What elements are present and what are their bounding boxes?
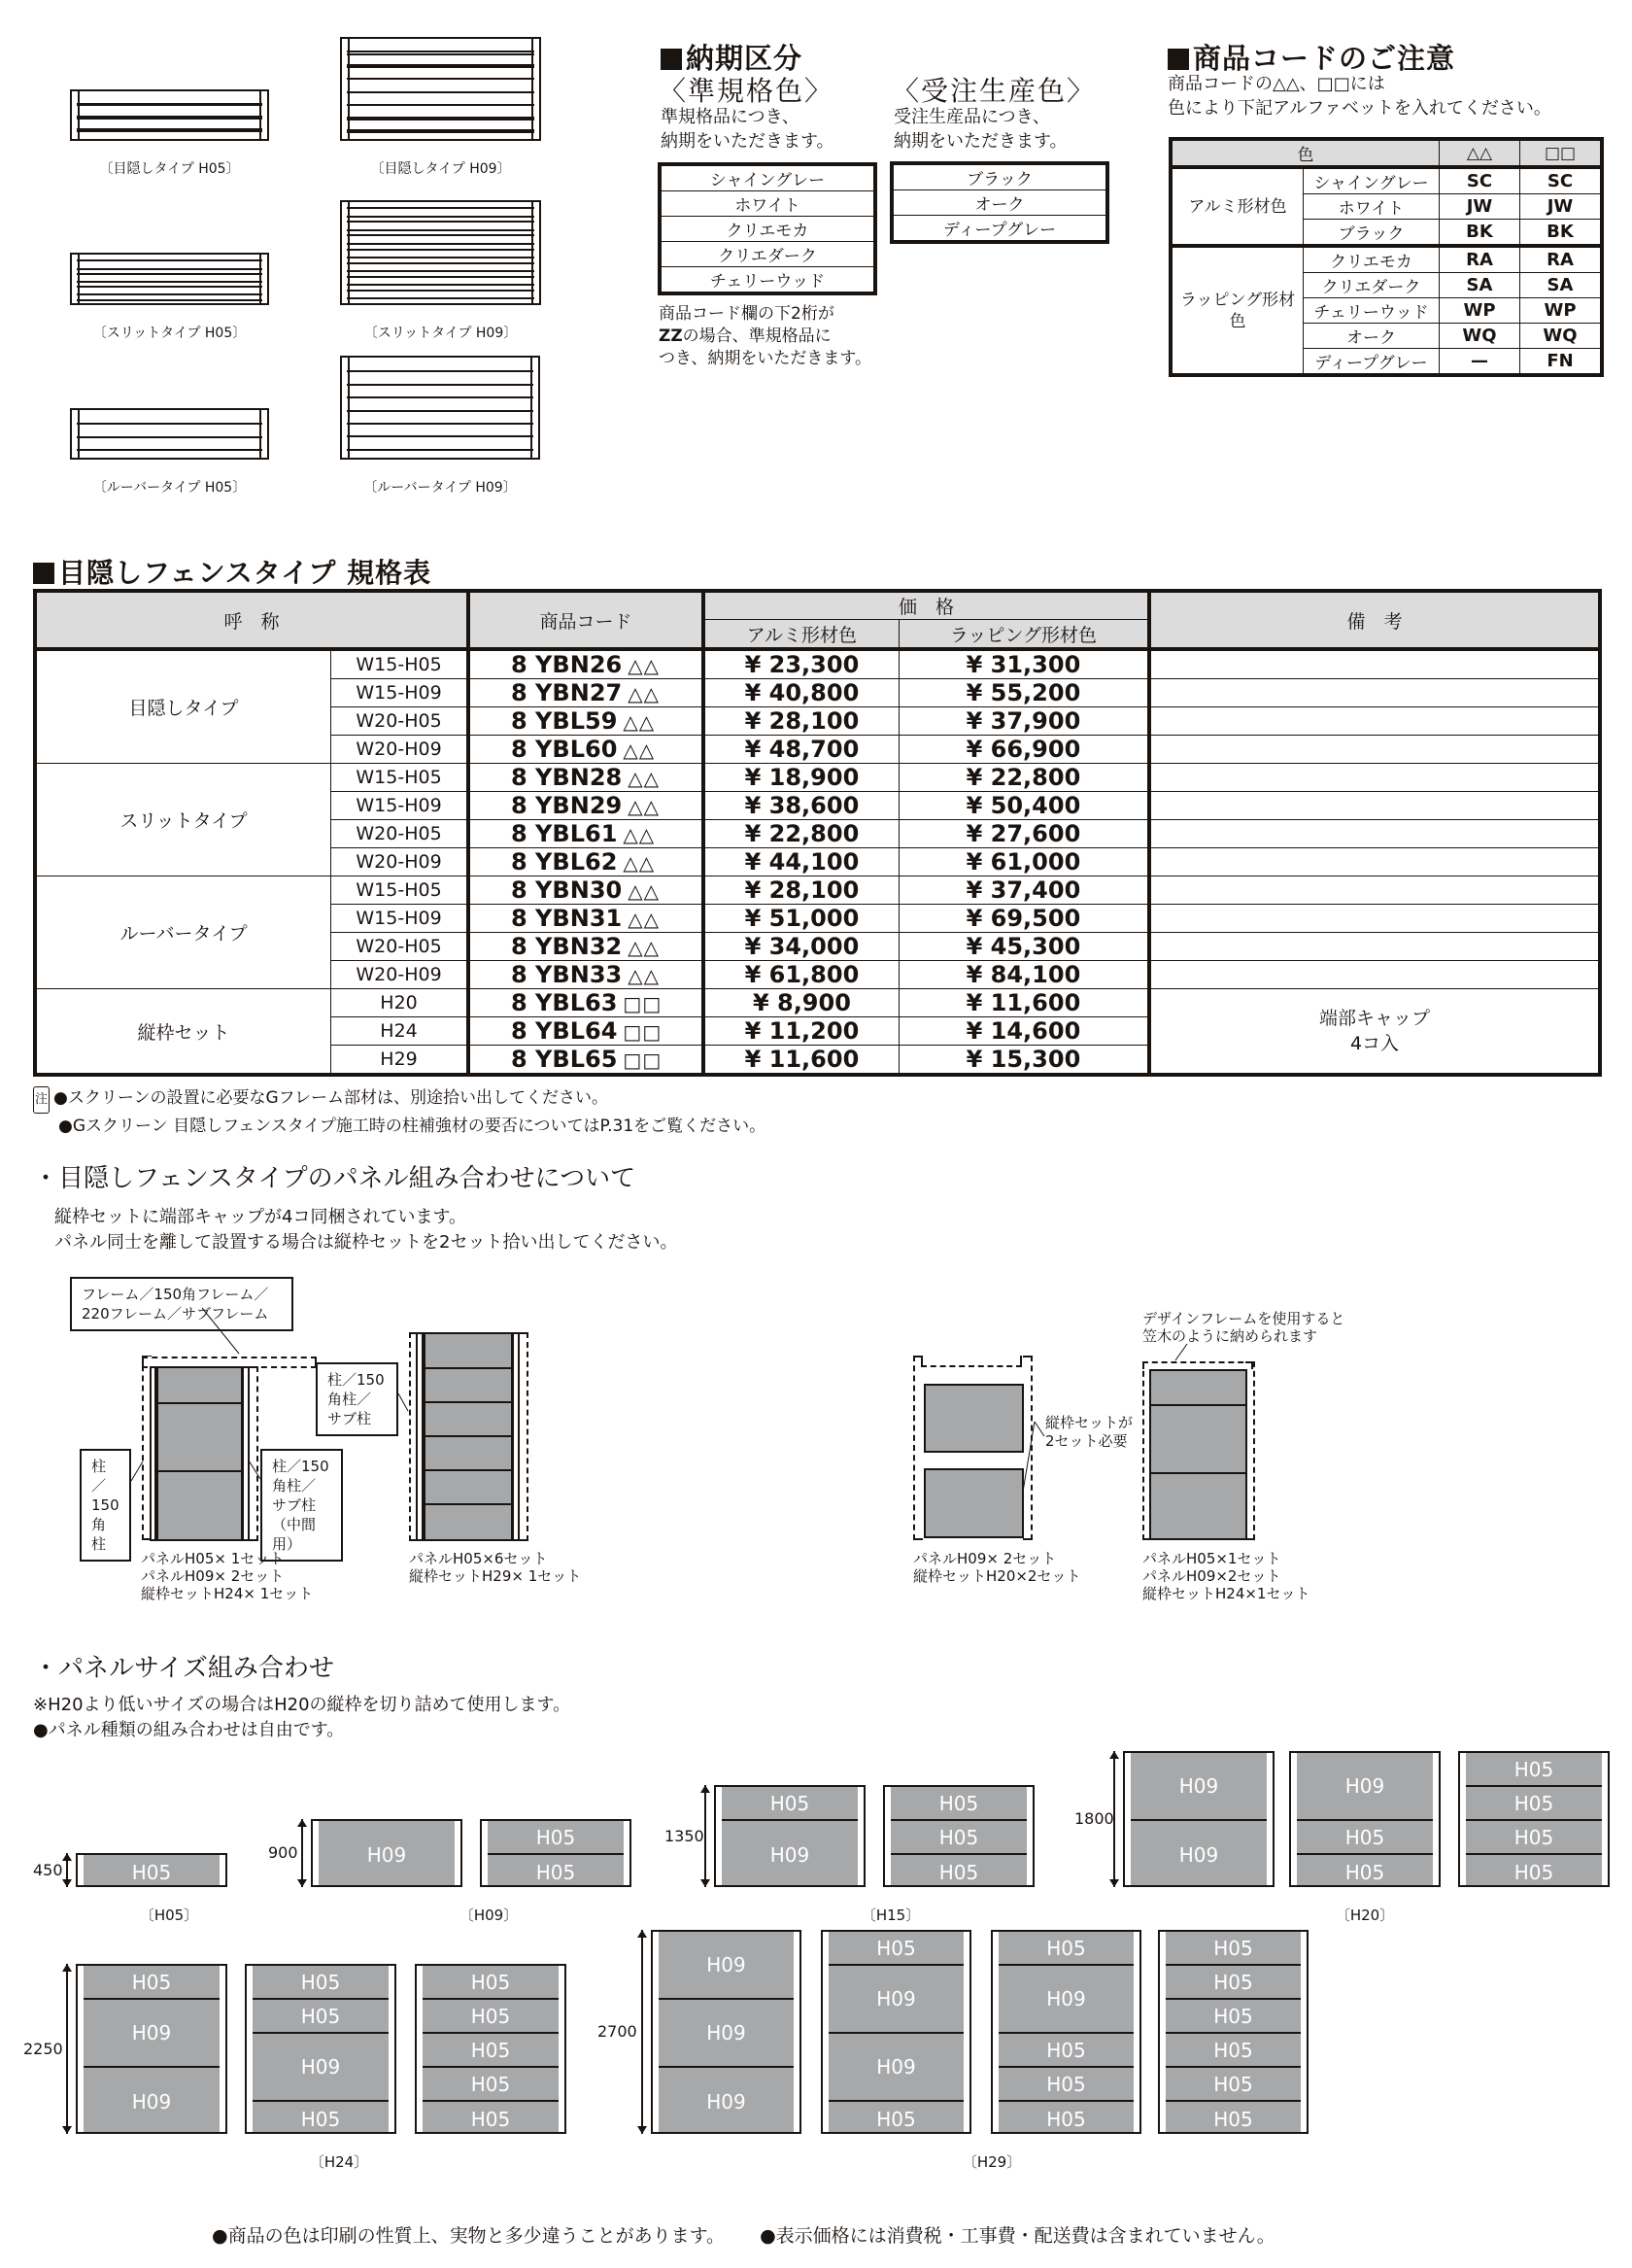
panel-combination	[821, 1930, 971, 2134]
code-mark: △△	[628, 654, 660, 677]
remarks-line: 端部キャップ	[1318, 1008, 1430, 1029]
size-group-label: 〔H05〕	[139, 1907, 199, 1924]
panel-combination	[651, 1930, 801, 2134]
code-text: 8 YBN29	[511, 792, 623, 819]
panel-label: H05	[1466, 1821, 1602, 1855]
panel-label: H05	[938, 1860, 979, 1884]
size: W20-H09	[331, 961, 468, 989]
code-notice-desc: 商品コードの△△、□□には 色により下記アルファベットを入れてください。	[1168, 74, 1551, 119]
code-mark: △△	[628, 964, 660, 987]
color-code: WP	[1520, 298, 1603, 324]
code-mark: △△	[628, 908, 660, 931]
color-code: WP	[1440, 298, 1520, 324]
panel-label: H05	[1213, 2107, 1253, 2131]
panel-label: H05	[876, 2107, 916, 2131]
code-text: 8 YBL65	[511, 1046, 618, 1073]
thumbnail-caption: 〔スリットタイプ H09〕	[363, 326, 518, 341]
header-color: 色	[1171, 139, 1440, 167]
panel-label: H05	[999, 2034, 1134, 2068]
color-code: WQ	[1520, 324, 1603, 349]
code-text: 8 YBN31	[511, 905, 623, 932]
price-alu: ¥ 44,100	[703, 848, 899, 876]
order-color-heading: 〈受注生産色〉	[892, 75, 1097, 107]
panel-fill	[1466, 1753, 1602, 1885]
color-name: チェリーウッド	[1304, 298, 1440, 324]
price-alu: ¥ 28,100	[703, 876, 899, 905]
price-wrap: ¥ 84,100	[899, 961, 1149, 989]
panel-label: H05	[1513, 1860, 1554, 1884]
delivery-title: 納期区分	[661, 37, 802, 77]
panel-lower	[924, 1468, 1024, 1538]
code-mark: △△	[623, 710, 656, 734]
header-code: 商品コード	[468, 591, 703, 649]
size: W15-H09	[331, 905, 468, 933]
panel-label: H09	[1178, 1843, 1219, 1867]
height-arrow	[66, 1853, 68, 1887]
height-dimension: 1800	[1074, 1809, 1114, 1828]
size: W15-H05	[331, 764, 468, 792]
post-right	[519, 1332, 528, 1541]
design-frame	[1142, 1361, 1253, 1369]
panel-stack	[156, 1366, 243, 1541]
code-mark: □□	[623, 1020, 663, 1044]
panel-combination	[1158, 1930, 1309, 2134]
price-wrap: ¥ 45,300	[899, 933, 1149, 961]
code-mark: △△	[628, 879, 660, 903]
header-alu: アルミ形材色	[703, 620, 899, 650]
price-wrap: ¥ 61,000	[899, 848, 1149, 876]
height-arrow	[66, 1964, 68, 2134]
order-desc: 受注生産品につき、 納期をいただきます。	[894, 107, 1068, 152]
panel-fill	[891, 1787, 1027, 1885]
code-mark: △△	[623, 739, 656, 762]
size-group-label: 〔H20〕	[1335, 1907, 1395, 1924]
panel-combination	[1458, 1751, 1610, 1887]
panel-fill	[659, 1932, 794, 2132]
panel-label: H05	[1466, 1787, 1602, 1821]
size: W15-H09	[331, 679, 468, 707]
price-wrap: ¥ 22,800	[899, 764, 1149, 792]
panel-label: H05	[1166, 1932, 1301, 1966]
color-code: BK	[1440, 220, 1520, 247]
color-code: RA	[1440, 246, 1520, 273]
price-alu: ¥ 34,000	[703, 933, 899, 961]
color-code: FN	[1520, 349, 1603, 376]
top-frame	[921, 1356, 1022, 1367]
code-mark: △△	[628, 682, 660, 705]
size-group-label: 〔H24〕	[309, 2153, 369, 2171]
price-alu: ¥ 18,900	[703, 764, 899, 792]
color-code: SC	[1520, 167, 1603, 194]
panel-fill	[253, 1966, 389, 2132]
price-alu: ¥ 28,100	[703, 707, 899, 736]
panel-label: H05	[1166, 1966, 1301, 2000]
color-code: SA	[1440, 273, 1520, 298]
color-code: BK	[1520, 220, 1603, 247]
color-name: ディープグレー	[942, 221, 1057, 240]
price-alu: ¥ 23,300	[703, 649, 899, 679]
combination-desc: 縦枠セットに端部キャップが4コ同梱されています。 パネル同士を離して設置する場合は縦枠セットを2セット拾い出してください。	[54, 1207, 678, 1253]
panel-fill	[999, 1932, 1134, 2132]
panel-combination	[1123, 1751, 1275, 1887]
panel-label: H09	[131, 2090, 172, 2113]
price-alu: ¥ 48,700	[703, 736, 899, 764]
header-remarks: 備 考	[1149, 591, 1600, 649]
panel-fill	[1131, 1753, 1267, 1885]
color-code: —	[1440, 349, 1520, 376]
code-mark: △△	[628, 936, 660, 959]
code-text: 8 YBL60	[511, 736, 618, 763]
panel-combination	[245, 1964, 396, 2134]
panel-label: H05	[423, 2000, 559, 2034]
panel-fill	[84, 1855, 220, 1885]
height-arrow	[704, 1785, 706, 1887]
panel-fill	[319, 1821, 455, 1885]
mid-post-callout: 柱／150角柱／ サブ柱（中間用）	[260, 1449, 343, 1562]
height-dimension: 2700	[597, 2022, 637, 2041]
size: H24	[331, 1017, 468, 1046]
color-name: クリエダーク	[662, 242, 873, 267]
zz-note: 商品コード欄の下2桁が ZZの場合、準規格品に つき、納期をいただきます。	[659, 304, 871, 368]
size: W15-H05	[331, 876, 468, 905]
panel-label: H05	[1344, 1860, 1385, 1884]
panel-label: H05	[470, 2107, 511, 2131]
price-alu: ¥ 38,600	[703, 792, 899, 820]
price-wrap: ¥ 66,900	[899, 736, 1149, 764]
diagram-3-caption: パネルH09× 2セット 縦枠セットH20×2セット	[913, 1550, 1081, 1585]
code-text: 8 YBL59	[511, 707, 618, 735]
panel-label: H05	[1166, 2000, 1301, 2034]
color-code: RA	[1520, 246, 1603, 273]
panel-label: H05	[722, 1787, 858, 1821]
color-name: オーク	[894, 190, 1105, 216]
price-alu: ¥ 11,200	[703, 1017, 899, 1046]
panel-label: H05	[131, 1860, 172, 1884]
price-wrap: ¥ 55,200	[899, 679, 1149, 707]
panel-label: H09	[659, 1932, 794, 2000]
panel-label: H05	[423, 2034, 559, 2068]
diagram-4-caption: パネルH05×1セット パネルH09×2セット 縦枠セットH24×1セット	[1142, 1550, 1310, 1602]
color-name: ブラック	[1304, 220, 1440, 247]
group-name: ラッピング形材色	[1171, 246, 1304, 375]
thumbnail-caption: 〔ルーバータイプ H09〕	[363, 480, 517, 496]
thumbnail-caption: 〔ルーバータイプ H05〕	[92, 480, 247, 496]
thumbnail-caption: 〔目隠しタイプ H09〕	[370, 161, 511, 177]
panel-fill	[1297, 1753, 1433, 1885]
color-code: SA	[1520, 273, 1603, 298]
color-name: シャイングレー	[1304, 167, 1440, 194]
price-alu: ¥ 11,600	[703, 1046, 899, 1076]
price-wrap: ¥ 11,600	[899, 989, 1149, 1017]
post-left	[913, 1356, 923, 1540]
price-wrap: ¥ 14,600	[899, 1017, 1149, 1046]
code-text: 8 YBN30	[511, 876, 623, 904]
header-square: □□	[1520, 139, 1603, 167]
panel-label: H09	[1131, 1753, 1267, 1821]
thumbnail-caption: 〔目隠しタイプ H05〕	[99, 161, 240, 177]
panel-combination	[1289, 1751, 1441, 1887]
panel-label: H05	[253, 1966, 389, 2000]
size: W20-H05	[331, 707, 468, 736]
price-wrap: ¥ 31,300	[899, 649, 1149, 679]
panel-combination	[991, 1930, 1141, 2134]
color-name: ホワイト	[1304, 194, 1440, 220]
code-text: 8 YBL64	[511, 1017, 618, 1045]
size: W20-H09	[331, 736, 468, 764]
code-mark: △△	[628, 795, 660, 818]
code-text: 8 YBL63	[511, 989, 618, 1016]
spec-title: 目隠しフェンスタイプ 規格表	[33, 552, 431, 591]
price-wrap: ¥ 37,900	[899, 707, 1149, 736]
size: H20	[331, 989, 468, 1017]
color-name: オーク	[1304, 324, 1440, 349]
height-arrow	[301, 1819, 303, 1887]
code-text: 8 YBN32	[511, 933, 623, 960]
color-code: JW	[1440, 194, 1520, 220]
size-group-label: 〔H15〕	[861, 1907, 921, 1924]
group-name: アルミ形材色	[1171, 167, 1304, 246]
panel-upper	[924, 1384, 1024, 1453]
design-frame-note: デザインフレームを使用すると 笠木のように納められます	[1142, 1310, 1345, 1345]
panel-stack	[424, 1332, 513, 1541]
panel-label: H09	[706, 2090, 746, 2113]
color-code: SC	[1440, 167, 1520, 194]
panel-label: H05	[535, 1860, 576, 1884]
footer-notes: ●商品の色は印刷の性質上、実物と多少違うことがあります。 ●表示価格には消費税・工事費・配送費は含まれていません。	[212, 2225, 1275, 2247]
code-mark: □□	[623, 992, 663, 1015]
color-code: WQ	[1440, 324, 1520, 349]
panel-fill	[423, 1966, 559, 2132]
code-mark: □□	[623, 1048, 663, 1072]
panel-fill	[829, 1932, 964, 2132]
header-triangle: △△	[1440, 139, 1520, 167]
size: W15-H05	[331, 649, 468, 679]
price-wrap: ¥ 50,400	[899, 792, 1149, 820]
panel-label: H09	[1297, 1753, 1433, 1821]
thumbnail-caption: 〔スリットタイプ H05〕	[92, 326, 247, 341]
code-mark: △△	[628, 767, 660, 790]
note-mark: 注	[33, 1086, 50, 1114]
price-alu: ¥ 8,900	[703, 989, 899, 1017]
header-name: 呼 称	[35, 591, 468, 649]
spec-notes: 注 ●スクリーンの設置に必要なGフレーム部材は、別途拾い出してください。 ●Gスクリーン 目隠しフェンスタイプ施工時の柱補強材の要否についてはP.31をご覧ください。	[35, 1088, 766, 1136]
panel-label: H09	[84, 2000, 220, 2068]
standard-color-heading: 〈準規格色〉	[659, 75, 834, 107]
panel-label: H05	[253, 2000, 389, 2034]
type-name: スリットタイプ	[35, 764, 331, 876]
post-right	[1023, 1356, 1033, 1540]
panel-label: H05	[891, 1787, 1027, 1821]
panel-label: H05	[1297, 1821, 1433, 1855]
color-name: ブラック	[894, 165, 1105, 190]
code-text: 8 YBN33	[511, 961, 623, 988]
code-text: 8 YBN28	[511, 764, 623, 791]
panel-label: H05	[1466, 1753, 1602, 1787]
panel-label: H05	[1166, 2034, 1301, 2068]
price-alu: ¥ 51,000	[703, 905, 899, 933]
panel-label: H05	[999, 2068, 1134, 2102]
panel-label: H05	[829, 1932, 964, 1966]
color-name: クリエモカ	[662, 217, 873, 242]
code-text: 8 YBL62	[511, 848, 618, 876]
panel-combination	[415, 1964, 566, 2134]
panel-combination	[883, 1785, 1035, 1887]
price-wrap: ¥ 27,600	[899, 820, 1149, 848]
color-name: ディープグレー	[1304, 349, 1440, 376]
panel-label: H05	[423, 1966, 559, 2000]
panel-label: H09	[829, 1966, 964, 2034]
panel-fill	[84, 1966, 220, 2132]
panel-fill	[488, 1821, 624, 1885]
frame-callout: フレーム／150角フレーム／ 220フレーム／サブフレーム	[70, 1277, 293, 1331]
price-wrap: ¥ 37,400	[899, 876, 1149, 905]
double-frame-note: 縦枠セットが 2セット必要	[1045, 1414, 1134, 1450]
sizes-notes: ※H20より低いサイズの場合はH20の縦枠を切り詰めて使用します。 ●パネル種類の組み合わせは自由です。	[33, 1695, 571, 1740]
panel-fill	[1166, 1932, 1301, 2132]
price-wrap: ¥ 15,300	[899, 1046, 1149, 1076]
size: W15-H09	[331, 792, 468, 820]
post-right	[249, 1366, 258, 1541]
color-name: クリエダーク	[1304, 273, 1440, 298]
panel-label: H09	[769, 1843, 810, 1867]
panel-label: H09	[366, 1843, 407, 1867]
height-dimension: 900	[268, 1843, 298, 1862]
code-text: 8 YBN26	[511, 651, 623, 678]
size: W20-H05	[331, 820, 468, 848]
panel-label: H05	[423, 2068, 559, 2102]
type-name: ルーバータイプ	[35, 876, 331, 989]
panel-combination	[76, 1853, 227, 1887]
size: W20-H05	[331, 933, 468, 961]
height-arrow	[641, 1930, 643, 2134]
code-mark: △△	[623, 851, 656, 875]
panel-label: H09	[253, 2034, 389, 2102]
height-dimension: 2250	[23, 2039, 63, 2058]
size-group-label: 〔H09〕	[459, 1907, 519, 1924]
panel-label: H05	[999, 1932, 1134, 1966]
panel-label: H05	[300, 2107, 341, 2131]
panel-label: H05	[1166, 2068, 1301, 2102]
color-name: シャイングレー	[662, 166, 873, 191]
height-dimension: 1350	[664, 1826, 704, 1845]
combination-title: ・目隠しフェンスタイプのパネル組み合わせについて	[33, 1164, 636, 1193]
panel-combination	[76, 1964, 227, 2134]
panel-label: H05	[488, 1821, 624, 1855]
color-code: JW	[1520, 194, 1603, 220]
panel-label: H05	[1046, 2107, 1086, 2131]
panel-combination	[480, 1819, 631, 1887]
size: H29	[331, 1046, 468, 1076]
panel-label: H09	[999, 1966, 1134, 2034]
panel-combination	[311, 1819, 462, 1887]
size: W20-H09	[331, 848, 468, 876]
panel-combination	[714, 1785, 866, 1887]
color-name: チェリーウッド	[709, 272, 826, 292]
type-name: 縦枠セット	[35, 989, 331, 1076]
code-mark: △△	[623, 823, 656, 846]
post-callout: 柱／ 150角柱	[80, 1449, 131, 1562]
standard-desc: 準規格品につき、 納期をいただきます。	[661, 107, 834, 152]
post-right	[1245, 1361, 1255, 1540]
panel-label: H05	[84, 1966, 220, 2000]
code-notice-title: 商品コードのご注意	[1168, 37, 1455, 77]
frame-stile-left	[150, 1366, 156, 1541]
color-name: クリエモカ	[1304, 246, 1440, 273]
price-alu: ¥ 61,800	[703, 961, 899, 989]
color-name: ホワイト	[662, 191, 873, 217]
header-wrap: ラッピング形材色	[899, 620, 1149, 650]
size-group-label: 〔H29〕	[962, 2153, 1022, 2171]
remarks-line: 4コ入	[1349, 1033, 1400, 1054]
code-text: 8 YBL61	[511, 820, 618, 847]
price-wrap: ¥ 69,500	[899, 905, 1149, 933]
frame-stile-left	[416, 1332, 424, 1541]
code-text: 8 YBN27	[511, 679, 623, 706]
header-price: 価 格	[703, 591, 1149, 620]
panel-label: H09	[659, 2000, 794, 2068]
diagram-2-caption: パネルH05×6セット 縦枠セットH29× 1セット	[409, 1550, 582, 1585]
panel-label: H05	[891, 1821, 1027, 1855]
type-name: 目隠しタイプ	[35, 649, 331, 764]
panel-label: H09	[829, 2034, 964, 2102]
panel-fill	[722, 1787, 858, 1885]
price-alu: ¥ 40,800	[703, 679, 899, 707]
price-alu: ¥ 22,800	[703, 820, 899, 848]
height-dimension: 450	[33, 1860, 63, 1879]
panel-stack	[1149, 1369, 1247, 1540]
post-callout-2: 柱／150角柱／ サブ柱	[316, 1362, 398, 1436]
sizes-title: ・パネルサイズ組み合わせ	[33, 1654, 334, 1683]
diagram-1-caption: パネルH05× 1セット パネルH09× 2セット 縦枠セットH24× 1セット	[141, 1550, 314, 1602]
